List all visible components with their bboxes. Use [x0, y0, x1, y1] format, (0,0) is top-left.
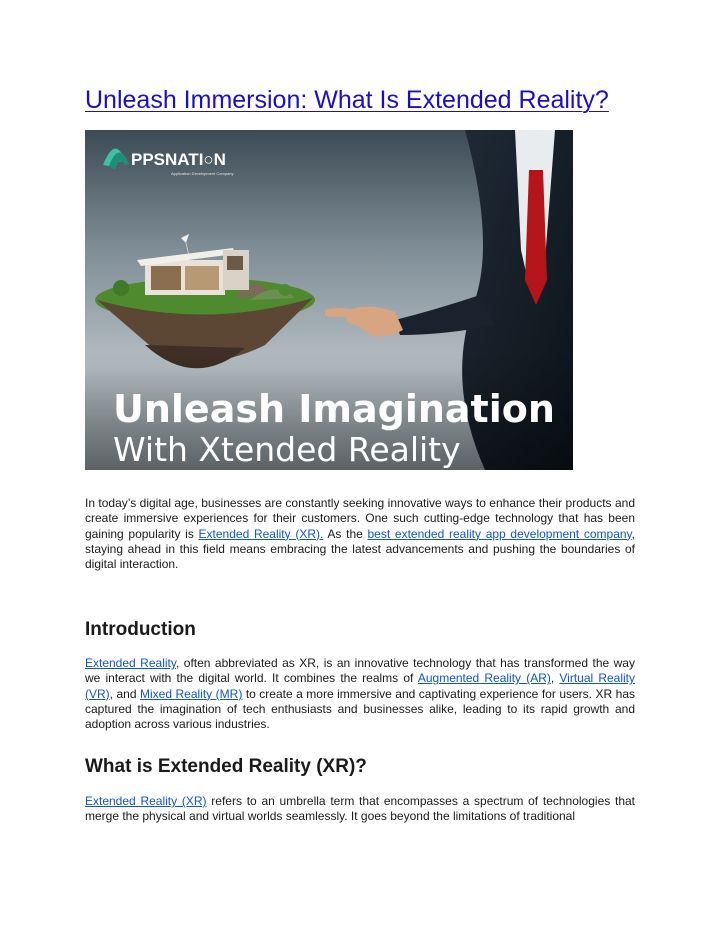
intro-text-1: In today’s digital age, businesses are constantly seeking innovative ways to enhance their products and create immersive experiences for their customers. One such cutting-edge technology that has been gaining popularity is	[85, 496, 635, 541]
intro-paragraph	[85, 496, 635, 572]
what-is-xr-paragraph	[85, 794, 635, 825]
intro-text-3: , staying ahead in this field means embracing the latest advancements and pushing the boundaries of digital interaction.	[85, 526, 635, 572]
what-is-xr-heading: What is Extended Reality (XR)?	[85, 756, 367, 777]
logo-tagline: Application Development Company	[171, 171, 234, 176]
logo-text: PPSNATI○N	[131, 150, 226, 169]
link-extended-reality-xr[interactable]: Extended Reality (XR).	[198, 526, 324, 541]
link-extended-reality-xr-2[interactable]: Extended Reality (XR)	[85, 794, 207, 808]
introduction-paragraph	[85, 656, 635, 732]
link-augmented-reality[interactable]: Augmented Reality (AR)	[417, 671, 551, 686]
introduction-text-3: , and	[109, 686, 140, 701]
hero-headline-line1: Unleash Imagination	[113, 387, 555, 431]
link-extended-reality[interactable]: Extended Reality	[85, 656, 176, 670]
what-is-text-1: refers to an umbrella term that encompasses a spectrum of technologies that merge the physical and virtual worlds seamlessly. It goes beyond the limitations of traditional	[85, 794, 636, 824]
document-title[interactable]: Unleash Immersion: What Is Extended Reality?	[85, 86, 609, 114]
introduction-heading: Introduction	[85, 619, 196, 640]
hero-headline-line2: With Xtended Reality	[113, 430, 461, 469]
hero-banner-image	[85, 130, 573, 470]
introduction-text-1: , often abbreviated as XR, is an innovative technology that has transformed the way we interact with the digital world. It combines the realms of	[85, 656, 635, 686]
link-best-xr-company[interactable]: best extended reality app development company	[367, 526, 632, 541]
introduction-text-4: to create a more immersive and captivating experience for users. XR has captured the imagination of tech enthusiasts and businesses alike, leading to its rapid growth and adoption across various industries.	[85, 686, 635, 732]
link-mixed-reality[interactable]: Mixed Reality (MR)	[140, 686, 243, 701]
intro-text-2: As the	[323, 526, 368, 541]
link-virtual-reality[interactable]: Virtual Reality (VR)	[85, 671, 636, 701]
introduction-text-2: ,	[550, 671, 560, 686]
